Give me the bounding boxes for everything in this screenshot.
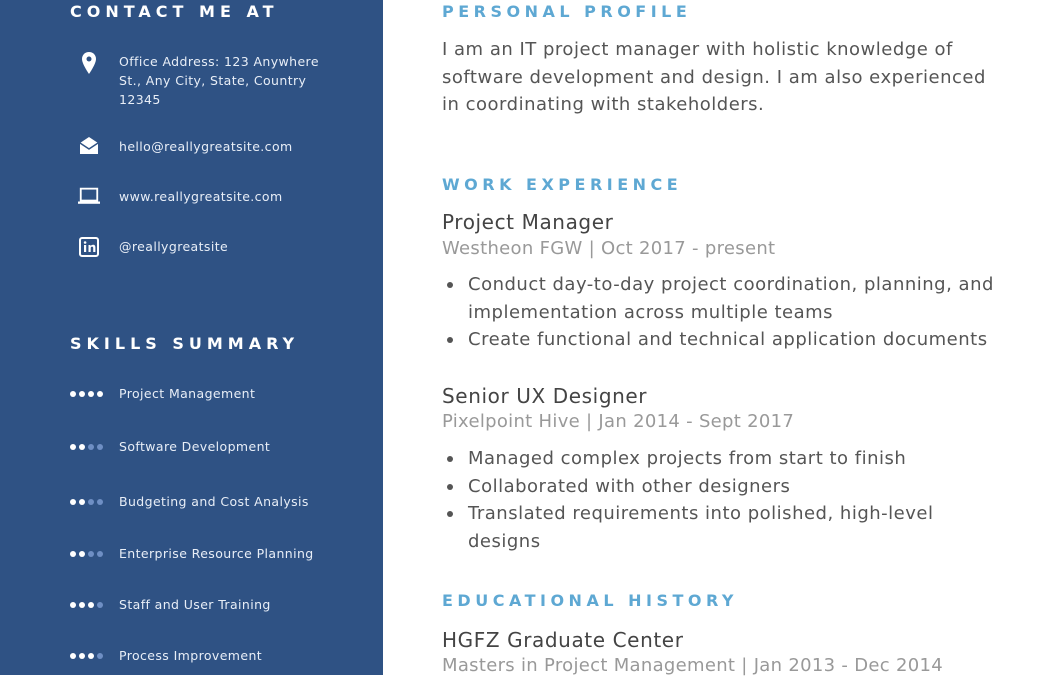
laptop-icon bbox=[78, 187, 100, 207]
skill-dot bbox=[70, 653, 76, 659]
skill-dot bbox=[79, 444, 85, 450]
location-pin-icon bbox=[78, 52, 100, 72]
profile-heading: PERSONAL PROFILE bbox=[442, 2, 692, 21]
job-bullets bbox=[442, 445, 1012, 555]
skill-level-dots bbox=[70, 499, 119, 505]
skill-level-dots bbox=[70, 551, 119, 557]
bullet: Create functional and technical application documents bbox=[442, 326, 1012, 354]
website-link[interactable]: www.reallygreatsite.com bbox=[119, 189, 283, 204]
skill-label: Project Management bbox=[119, 386, 256, 401]
skill-dot bbox=[88, 499, 94, 505]
linkedin-link[interactable]: @reallygreatsite bbox=[119, 239, 229, 254]
skill-item bbox=[70, 439, 270, 454]
envelope-icon bbox=[78, 137, 100, 157]
education-heading: EDUCATIONAL HISTORY bbox=[442, 591, 739, 610]
skill-label: Staff and User Training bbox=[119, 597, 271, 612]
job-subtitle: Westheon FGW | Oct 2017 - present bbox=[442, 238, 776, 259]
school-name: HGFZ Graduate Center bbox=[442, 628, 684, 652]
skill-level-dots bbox=[70, 391, 119, 397]
email-link[interactable]: hello@reallygreatsite.com bbox=[119, 139, 293, 154]
skill-item bbox=[70, 494, 309, 509]
address-text: Office Address: 123 Anywhere St., Any City, State, Country 12345 bbox=[119, 54, 319, 107]
profile-text: I am an IT project manager with holistic knowledge of software development and design. I am also experienced in coordinating with stakeholders. bbox=[442, 39, 986, 115]
skill-level-dots bbox=[70, 602, 119, 608]
skill-item bbox=[70, 648, 262, 663]
skill-dot bbox=[70, 499, 76, 505]
skill-dot bbox=[79, 391, 85, 397]
skill-dot bbox=[70, 444, 76, 450]
skill-dot bbox=[97, 444, 103, 450]
skill-label: Process Improvement bbox=[119, 648, 263, 663]
skill-dot bbox=[88, 653, 94, 659]
bullet: Managed complex projects from start to finish bbox=[442, 445, 1012, 473]
skill-dot bbox=[79, 499, 85, 505]
skill-dot bbox=[97, 653, 103, 659]
skill-dot bbox=[97, 602, 103, 608]
contact-heading: CONTACT ME AT bbox=[70, 2, 279, 21]
contact-website bbox=[78, 187, 378, 207]
job-subtitle: Pixelpoint Hive | Jan 2014 - Sept 2017 bbox=[442, 411, 795, 432]
sidebar bbox=[0, 0, 383, 675]
work-heading: WORK EXPERIENCE bbox=[442, 175, 683, 194]
skill-label: Software Development bbox=[119, 439, 271, 454]
skill-label: Enterprise Resource Planning bbox=[119, 546, 314, 561]
skill-level-dots bbox=[70, 653, 119, 659]
skill-dot bbox=[88, 602, 94, 608]
skills-heading: SKILLS SUMMARY bbox=[70, 334, 300, 353]
skill-dot bbox=[79, 602, 85, 608]
skill-dot bbox=[97, 551, 103, 557]
skill-dot bbox=[70, 602, 76, 608]
skill-dot bbox=[79, 551, 85, 557]
job-title: Project Manager bbox=[442, 210, 614, 234]
skill-item bbox=[70, 597, 271, 612]
bullet: Conduct day-to-day project coordination, planning, and implementation across multiple teams bbox=[442, 271, 1012, 326]
bullet: Collaborated with other designers bbox=[442, 473, 1012, 501]
skill-level-dots bbox=[70, 444, 119, 450]
skill-item bbox=[70, 546, 314, 561]
skill-item bbox=[70, 386, 255, 401]
skill-dot bbox=[70, 391, 76, 397]
contact-address bbox=[78, 52, 378, 109]
skill-dot bbox=[79, 653, 85, 659]
job-bullets bbox=[442, 271, 1012, 354]
bullet: Translated requirements into polished, high-level designs bbox=[442, 500, 1012, 555]
skill-dot bbox=[97, 499, 103, 505]
degree-text: Masters in Project Management | Jan 2013 - Dec 2014 bbox=[442, 655, 943, 676]
skill-dot bbox=[88, 391, 94, 397]
skill-dot bbox=[70, 551, 76, 557]
contact-email bbox=[78, 137, 378, 157]
skill-dot bbox=[88, 551, 94, 557]
job-title: Senior UX Designer bbox=[442, 384, 648, 408]
linkedin-icon bbox=[78, 237, 100, 257]
contact-linkedin bbox=[78, 237, 378, 257]
skill-label: Budgeting and Cost Analysis bbox=[119, 494, 309, 509]
skill-dot bbox=[88, 444, 94, 450]
skill-dot bbox=[97, 391, 103, 397]
